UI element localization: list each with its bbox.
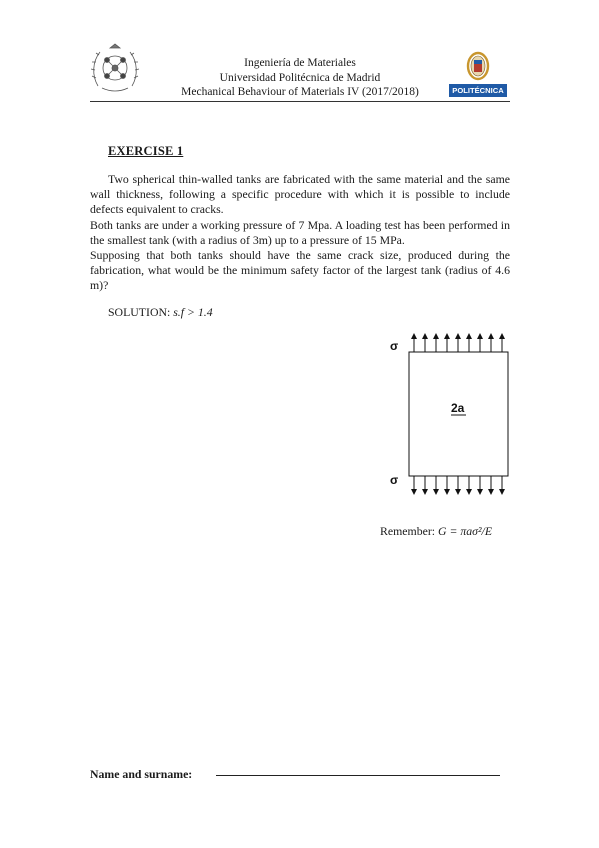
university-emblem-left-logo <box>90 42 140 96</box>
name-and-surname-field[interactable] <box>216 775 500 776</box>
sigma-top-label: σ <box>390 339 399 353</box>
statement-paragraph-3: Supposing that both tanks should have the same crack size, produced during the fabrication, what would be the minimum safety factor of the largest tank (radius of 4.6 m)? <box>90 248 510 293</box>
header-university: Universidad Politécnica de Madrid <box>219 71 381 84</box>
sigma-bottom-label: σ <box>390 473 399 487</box>
cracked-plate-diagram <box>384 330 514 500</box>
top-tension-arrows <box>414 336 502 352</box>
energy-release-rate-formula: G = πaσ²/E <box>438 524 493 538</box>
solution-expression: s.f > 1.4 <box>173 305 213 319</box>
crack-length-label: 2a <box>451 401 465 415</box>
exercise-statement <box>90 172 510 294</box>
solution-line <box>108 305 213 320</box>
exercise-title: EXERCISE 1 <box>108 144 184 158</box>
remember-label: Remember: <box>380 524 436 538</box>
statement-paragraph-2: Both tanks are under a working pressure of 7 Mpa. A loading test has been performed in the smallest tank (with a radius of 3m) up to a pressure of 15 MPa. <box>90 217 510 247</box>
remember-note <box>380 524 492 539</box>
header-department: Ingeniería de Materiales <box>244 57 356 69</box>
politecnica-logo-text: POLITÉCNICA <box>452 86 504 95</box>
document-header <box>150 56 450 100</box>
solution-label: SOLUTION: <box>108 305 171 319</box>
politecnica-logo <box>449 47 507 99</box>
header-divider <box>90 101 510 102</box>
statement-paragraph-1: Two spherical thin-walled tanks are fabricated with the same material and the same wall thickness, following a specific procedure with which it is possible to include defects equivalent to cracks. <box>90 172 510 217</box>
bottom-tension-arrows <box>414 476 502 492</box>
name-and-surname-label: Name and surname: <box>90 767 193 781</box>
header-course: Mechanical Behaviour of Materials IV (2017/2018) <box>181 86 419 98</box>
